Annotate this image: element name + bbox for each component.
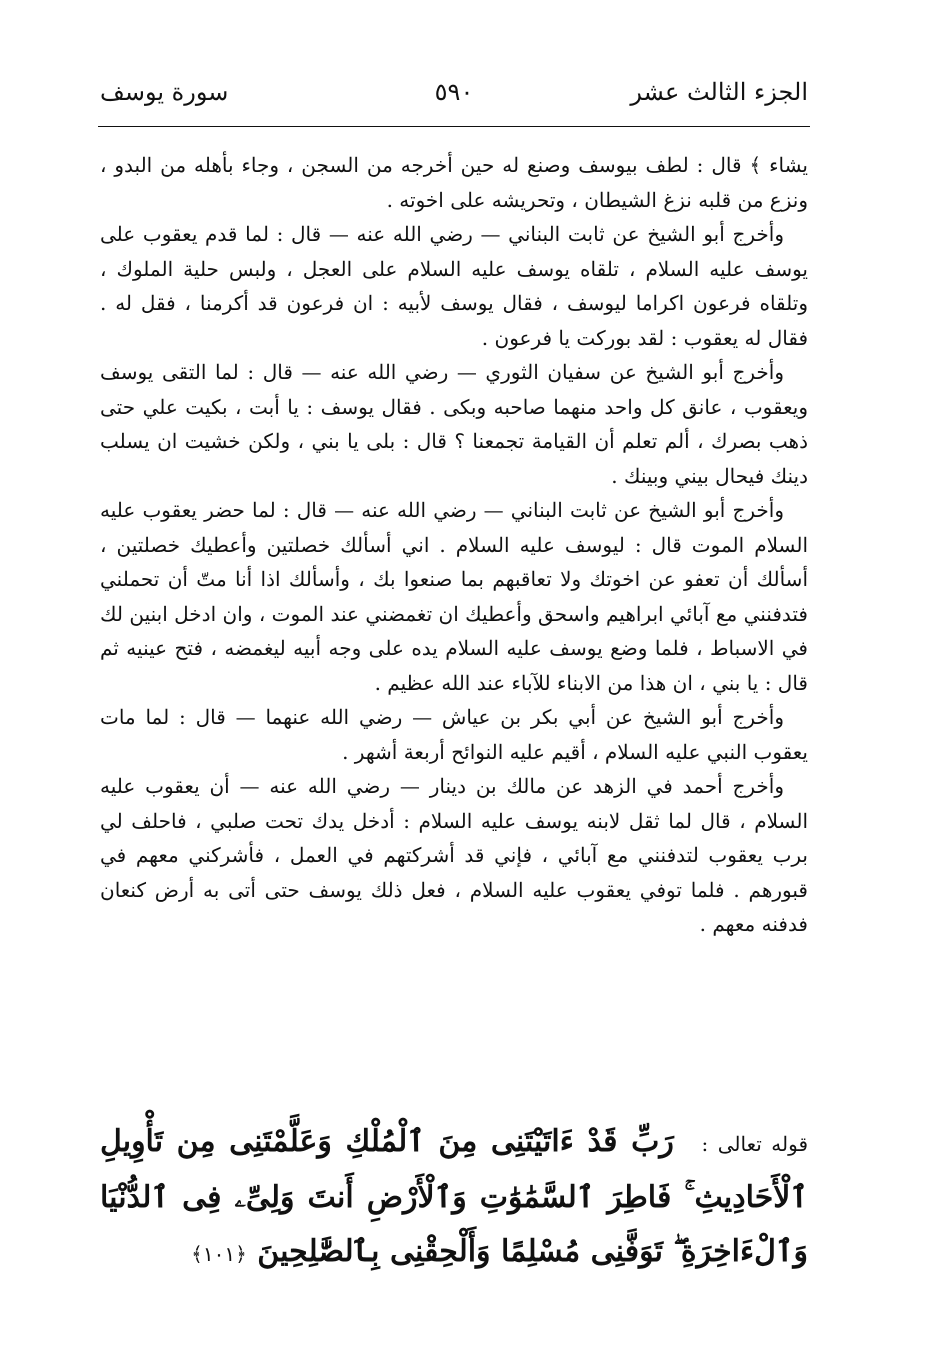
paragraph: وأخرج أبو الشيخ عن ثابت البناني — رضي الله عنه — قال : لما قدم يعقوب على يوسف عليه السلام ، تلقاه يوسف عليه السلام على العجل ، ولبس حلية الملوك ، وتلقاه فرعون اكراما ليوسف ، فقال يوسف لأبيه : ان فرعون قد أكرمنا ، فقل له . فقال له يعقوب : لقد بوركت يا فرعون . — [100, 222, 808, 350]
paragraph: وأخرج أبو الشيخ عن ثابت البناني — رضي الله عنه — قال : لما حضر يعقوب عليه السلام الموت قال : ليوسف عليه السلام . اني أسألك خصلتين وأعطيك خصلتين ، أسألك أن تعفو عن اخوتك ولا تعاقبهم بما صنعوا بك ، وأسألك اذا أنا متّ أن تحملني فتدفنني مع آبائي ابراهيم واسحق وأعطيك ان تغمضني عند الموت ، وان ادخل ابنين لك في الاسباط ، فلما وضع يوسف عليه السلام يده على وجه أبيه ليغمضه ، فتح عينيه ثم قال : يا بني ، ان هذا من الابناء للآباء عند الله عظيم . — [100, 498, 808, 695]
commentary-body — [100, 148, 808, 942]
quran-verse — [100, 1115, 808, 1281]
paragraph: وأخرج أبو الشيخ عن سفيان الثوري — رضي الله عنه — قال : لما التقى يوسف ويعقوب ، عانق كل واحد منهما صاحبه وبكى . فقال يوسف : يا أبت ، بكيت علي حتى ذهب بصرك ، ألم تعلم أن القيامة تجمعنا ؟ قال : بلى يا بني ، ولكن خشيت ان يسلب دينك فيحال بيني وبينك . — [100, 360, 809, 488]
verse-intro: قوله تعالى : — [701, 1132, 809, 1156]
header-divider — [98, 126, 810, 127]
page-header — [100, 70, 808, 122]
surah-label: سورة يوسف — [100, 78, 229, 106]
juz-label: الجزء الثالث عشر — [630, 78, 808, 106]
paragraph: وأخرج أبو الشيخ عن أبي بكر بن عياش — رضي الله عنهما — قال : لما مات يعقوب النبي عليه السلام ، أقيم عليه النوائح أربعة أشهر . — [100, 705, 808, 764]
ayah-number-marker: ﴿١٠١﴾ — [191, 1242, 247, 1266]
page-number: ٥٩٠ — [434, 78, 474, 106]
paragraph: وأخرج أحمد في الزهد عن مالك بن دينار — رضي الله عنه — أن يعقوب عليه السلام ، قال لما ثقل لابنه يوسف عليه السلام : أدخل يدك تحت صلبي ، فاحلف لي برب يعقوب لتدفنني مع آبائي ، فإني قد أشركتهم في العمل ، فأشركني معهم في قبورهم . فلما توفي يعقوب عليه السلام ، فعل ذلك يوسف حتى أتى به أرض كنعان فدفنه معهم . — [100, 774, 808, 936]
verse-text: رَبِّ قَدْ ءَاتَيْتَنِى مِنَ ٱلْمُلْكِ وَعَلَّمْتَنِى مِن تَأْوِيلِ ٱلْأَحَادِيثِ ۚ فَاطِرَ ٱلسَّمَٰوَٰتِ وَٱلْأَرْضِ أَنتَ وَلِىِّۦ فِى ٱلدُّنْيَا وَٱلْءَاخِرَةِ ۖ تَوَفَّنِى مُسْلِمًا وَأَلْحِقْنِى بِٱلصَّٰلِحِينَ — [100, 1124, 808, 1269]
paragraph: يشاء ﴾ قال : لطف بيوسف وصنع له حين أخرجه من السجن ، وجاء بأهله من البدو ، ونزع من قلبه نزغ الشيطان ، وتحريشه على اخوته . — [100, 153, 808, 212]
